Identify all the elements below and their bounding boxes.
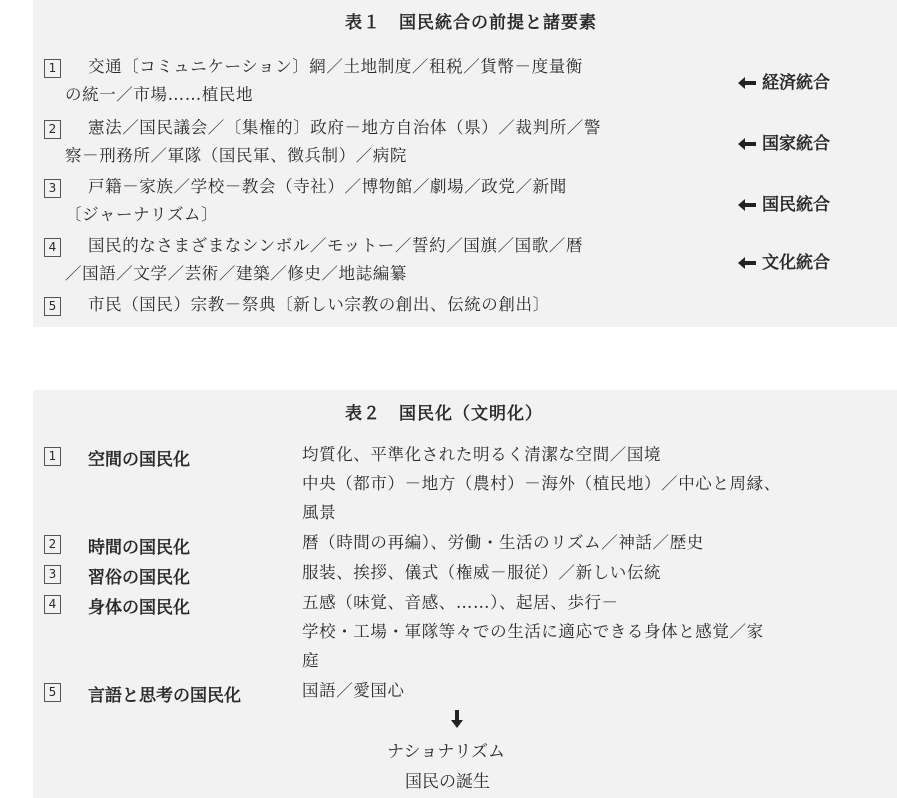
table2-row1-number: 1 (44, 447, 61, 466)
table1-row3-side (738, 190, 830, 215)
table2-row3-number: 3 (44, 565, 61, 584)
table1-row2-line1: 憲法／国民議会／〔集権的〕政府－地方自治体（県）／裁判所／警 (88, 118, 601, 137)
table1-row5-line1: 市民（国民）宗教－祭典〔新しい宗教の創出、伝統の創出〕 (88, 295, 550, 314)
table2-title: 表２ 国民化（文明化） (345, 404, 543, 424)
table2-row4-number: 4 (44, 595, 61, 614)
arrow-left-icon (738, 199, 756, 211)
conclusion-label: ナショナリズム (387, 742, 505, 762)
table1-row2-side-label: 国家統合 (762, 134, 830, 154)
table1-row1-side-label: 経済統合 (762, 73, 830, 93)
table1-row4-line1: 国民的なさまざまなシンボル／モットー／誓約／国旗／国歌／暦 (88, 236, 583, 255)
arrow-down-icon (451, 710, 463, 728)
table1-row4-side-label: 文化統合 (762, 253, 830, 273)
table2-row3-line1: 服装、挨拶、儀式（権威－服従）／新しい伝統 (302, 563, 662, 582)
table1-row3-line2: 〔ジャーナリズム〕 (65, 205, 219, 224)
table2-row5-line1: 国語／愛国心 (302, 681, 405, 700)
table2-row4-label: 身体の国民化 (88, 598, 190, 618)
table2-row4-line1: 五感（味覚、音感、……）、起居、歩行－ (302, 593, 619, 612)
table2-row2-number: 2 (44, 535, 61, 554)
table2-row4-line3: 庭 (302, 651, 320, 670)
arrow-left-icon (738, 138, 756, 150)
footer-label: 国民の誕生 (405, 772, 490, 792)
table2-row1-line2: 中央（都市）－地方（農村）－海外（植民地）／中心と周縁、 (302, 474, 781, 493)
table1-row1-side (738, 68, 830, 93)
table1-row2-number: 2 (44, 120, 61, 139)
arrow-left-icon (738, 257, 756, 269)
table2-row1-line3: 風景 (302, 503, 337, 522)
table1-row1-line1: 交通〔コミュニケーション〕網／土地制度／租税／貨幣－度量衡 (88, 57, 583, 76)
table1-row3-number: 3 (44, 179, 61, 198)
table2-row3-label: 習俗の国民化 (88, 568, 190, 588)
arrow-left-icon (738, 77, 756, 89)
table1-row1-line2: の統一／市場……植民地 (65, 85, 254, 104)
table2-row2-label: 時間の国民化 (88, 538, 190, 558)
table1-row2-line2: 察－刑務所／軍隊（国民軍、徴兵制）／病院 (65, 146, 407, 165)
table1-row2-side (738, 129, 830, 154)
table1-row3-line1: 戸籍－家族／学校－教会（寺社）／博物館／劇場／政党／新聞 (88, 177, 567, 196)
table1-row5-number: 5 (44, 297, 61, 316)
table2-row1-label: 空間の国民化 (88, 450, 190, 470)
table1-row4-number: 4 (44, 238, 61, 257)
table2-row2-line1: 暦（時間の再編）、労働・生活のリズム／神話／歴史 (302, 533, 704, 552)
table1-row1-number: 1 (44, 59, 61, 78)
table2-row5-label: 言語と思考の国民化 (88, 686, 241, 706)
table1-row4-line2: ／国語／文学／芸術／建築／修史／地誌編纂 (65, 264, 407, 283)
table1-row3-side-label: 国民統合 (762, 195, 830, 215)
table2-row1-line1: 均質化、平準化された明るく清潔な空間／国境 (302, 445, 662, 464)
table2-row4-line2: 学校・工場・軍隊等々での生活に適応できる身体と感覚／家 (302, 622, 764, 641)
table1-row4-side (738, 248, 830, 273)
table2-row5-number: 5 (44, 683, 61, 702)
table1-title: 表１ 国民統合の前提と諸要素 (345, 13, 597, 33)
